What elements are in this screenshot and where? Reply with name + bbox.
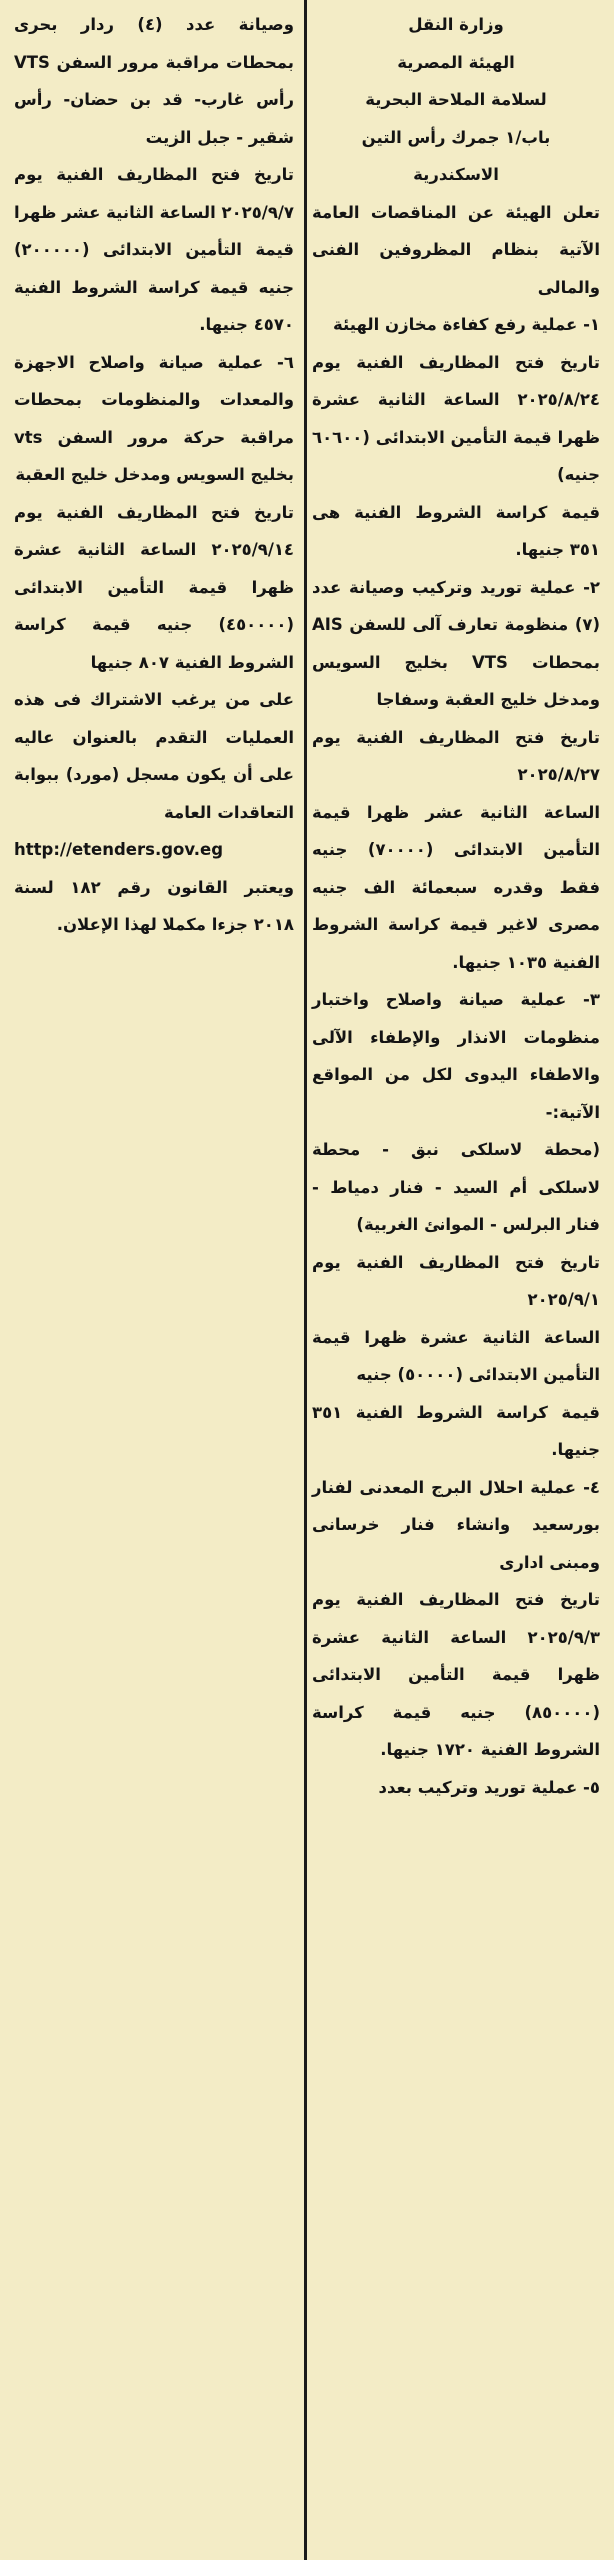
tender-3-title: ٣- عملية صيانة واصلاح واختبار منظومات الانذار والإطفاء الآلى والاطفاء اليدوى لكل من المواقع الآتية:- [312,990,600,1122]
tender-4-title: ٤- عملية احلال البرج المعدنى لفنار بورسعيد وانشاء فنار خرسانى ومبنى ادارى [312,1477,600,1572]
closing-text: على من يرغب الاشتراك فى هذه العمليات التقدم بالعنوان عاليه على أن يكون مسجل (مورد) ببوابة التعاقدات العامة [14,690,294,822]
law-note: ويعتبر القانون رقم ١٨٢ لسنة ٢٠١٨ جزءا مكملا لهذا الإعلان. [14,877,294,934]
tender-2-title: ٢- عملية توريد وتركيب وصيانة عدد (٧) منظومة تعارف آلى للسفن AIS بمحطات VTS بخليج السويس ومدخل خليج العقبة وسفاجا [312,577,600,709]
address: باب/١ جمرك رأس التين [361,127,551,147]
tender-1-title: ١- عملية رفع كفاءة مخازن الهيئة [333,315,600,334]
tender-1-opening: تاريخ فتح المظاريف الفنية يوم ٢٠٢٥/٨/٢٤ الساعة الثانية عشرة ظهرا قيمة التأمين الابتدائى (٦٠٦٠٠ جنيه) [312,352,600,484]
intro-text: تعلن الهيئة عن المناقصات العامة الآتية بنظام المظروفين الفنى والمالى [312,202,600,297]
tender-3-opening: تاريخ فتح المظاريف الفنية يوم ٢٠٢٥/٩/١ [312,1252,600,1309]
right-column [312,6,600,1806]
tender-2-opening: تاريخ فتح المظاريف الفنية يوم ٢٠٢٥/٨/٢٧ [312,727,600,784]
authority-name: الهيئة المصرية [397,52,515,72]
tender-5-continued: وصيانة عدد (٤) ردار بحرى بمحطات مراقبة مرور السفن VTS رأس غارب- قد بن حضان- رأس شقير - جبل الزيت [14,15,294,147]
tender-6-title: ٦- عملية صيانة واصلاح الاجهزة والمعدات والمنظومات بمحطات مراقبة حركة مرور السفن vts بخليج السويس ومدخل خليج العقبة [14,352,294,484]
tender-5-opening: تاريخ فتح المظاريف الفنية يوم ٢٠٢٥/٩/٧ الساعة الثانية عشر ظهرا قيمة التأمين الابتدائى (٢٠٠٠٠٠) جنيه قيمة كراسة الشروط الفنية ٤٥٧٠ جنيها. [14,165,294,334]
tender-4-opening: تاريخ فتح المظاريف الفنية يوم ٢٠٢٥/٩/٣ الساعة الثانية عشرة ظهرا قيمة التأمين الابتدائى (٨٥٠٠٠٠) جنيه قيمة كراسة الشروط الفنية ١٧٢٠ جنيها. [312,1590,600,1759]
tender-1-booklet: قيمة كراسة الشروط الفنية هى ٣٥١ جنيها. [312,502,600,559]
tender-2-insurance: الساعة الثانية عشر ظهرا قيمة التأمين الابتدائى (٧٠٠٠٠) جنيه فقط وقدره سبعمائة الف جنيه مصرى لاغير قيمة كراسة الشروط الفنية ١٠٣٥ جنيها. [312,802,601,972]
tender-3-insurance: الساعة الثانية عشرة ظهرا قيمة التأمين الابتدائى (٥٠٠٠٠) جنيه [312,1327,600,1384]
tender-3-sites: (محطة لاسلكى نبق - محطة لاسلكى أم السيد - فنار دمياط - فنار البرلس - الموانئ الغربية) [312,1140,600,1234]
tender-3-booklet: قيمة كراسة الشروط الفنية ٣٥١ جنيها. [312,1402,600,1459]
city: الاسكندرية [413,165,499,184]
ministry-name: وزارة النقل [408,15,504,34]
authority-name-2: لسلامة الملاحة البحرية [365,90,547,109]
column-divider [304,0,307,2560]
tender-5-title: ٥- عملية توريد وتركيب بعدد [378,1777,600,1797]
left-column [14,6,294,944]
header [312,6,600,194]
tender-6-opening: تاريخ فتح المظاريف الفنية يوم ٢٠٢٥/٩/١٤ الساعة الثانية عشرة ظهرا قيمة التأمين الابتدائى (٤٥٠٠٠٠) جنيه قيمة كراسة الشروط الفنية ٨٠٧ جنيها [14,502,294,672]
etenders-link[interactable]: http://etenders.gov.eg [14,840,224,859]
